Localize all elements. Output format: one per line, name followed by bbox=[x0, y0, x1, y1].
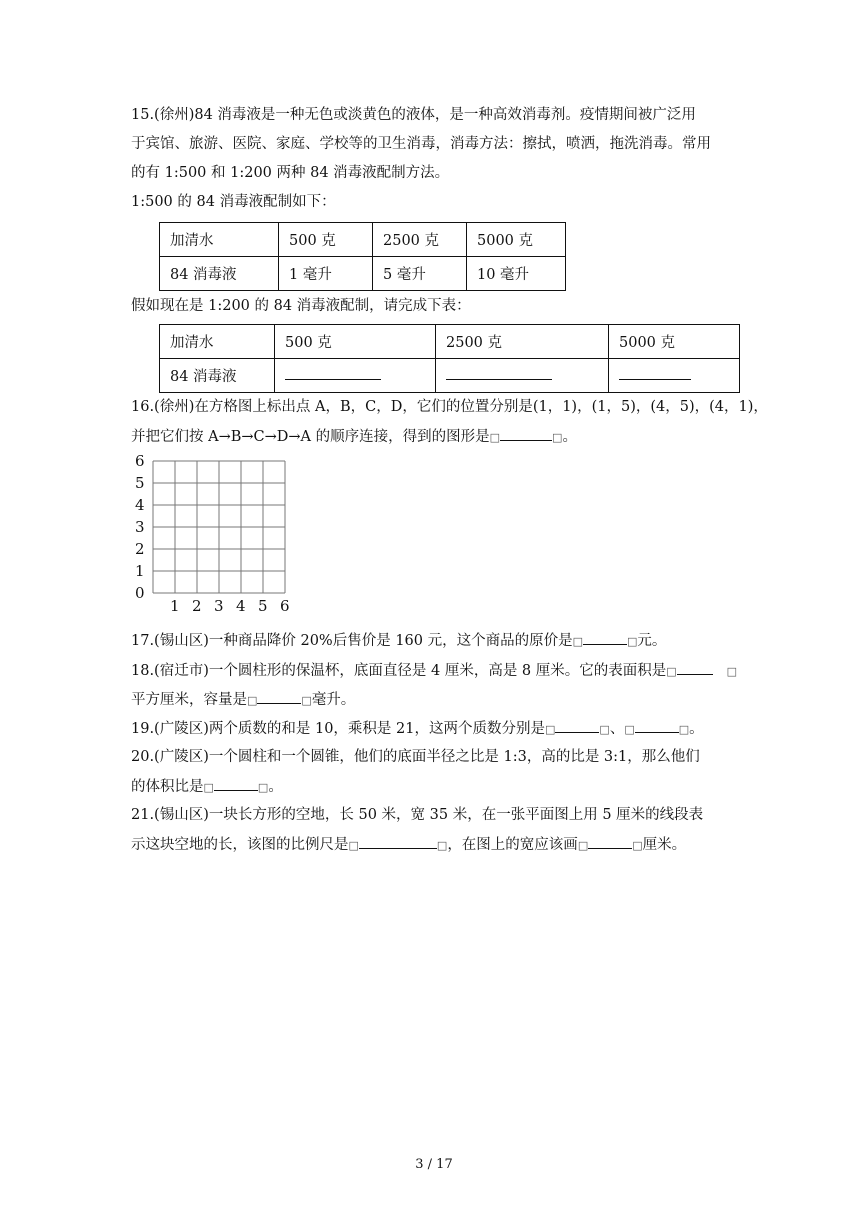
answer-blank-2500g[interactable] bbox=[436, 359, 609, 393]
coordinate-grid bbox=[131, 455, 301, 619]
answer-blank-volume[interactable] bbox=[257, 689, 301, 704]
paren-close: □ bbox=[678, 723, 690, 736]
x-axis-label: 6 bbox=[280, 597, 290, 615]
paren-open: □ bbox=[247, 694, 258, 707]
paren-close: □ bbox=[552, 431, 563, 444]
q16-line-2-text: 并把它们按 A→B→C→D→A 的顺序连接，得到的图形是 bbox=[131, 429, 490, 445]
q21-end: 厘米。 bbox=[642, 837, 687, 853]
page-number: 3 / 17 bbox=[415, 1157, 453, 1172]
table-cell: 加清水 bbox=[160, 223, 279, 257]
q19-sep: 、 bbox=[609, 721, 625, 737]
table-cell: 84 消毒液 bbox=[160, 359, 275, 393]
paren-open: □ bbox=[489, 431, 501, 444]
paren-open: □ bbox=[348, 839, 359, 852]
q21-mid: ，在图上的宽应该画 bbox=[447, 837, 578, 853]
table-row bbox=[160, 359, 740, 393]
y-axis-label: 5 bbox=[135, 474, 145, 492]
q18-line-1 bbox=[131, 660, 737, 682]
paren-close: □ bbox=[436, 839, 448, 852]
paren-open: □ bbox=[624, 723, 635, 736]
q17-end: 元。 bbox=[637, 633, 667, 649]
q20-text: 的体积比是 bbox=[131, 779, 204, 795]
answer-blank-price[interactable] bbox=[583, 630, 627, 645]
answer-blank-500g[interactable] bbox=[275, 359, 436, 393]
y-axis-label: 1 bbox=[135, 562, 145, 580]
q18-end: 毫升。 bbox=[311, 692, 356, 708]
q18-text: 18.(宿迁市)一个圆柱形的保温杯，底面直径是 4 厘米，高是 8 厘米。它的表面积是 bbox=[131, 663, 667, 679]
table-row bbox=[160, 325, 740, 359]
table-cell: 5000 克 bbox=[609, 325, 740, 359]
paren-open: □ bbox=[572, 635, 584, 648]
paren-open: □ bbox=[203, 781, 214, 794]
y-axis-label: 4 bbox=[135, 496, 145, 514]
y-axis-label: 6 bbox=[135, 455, 145, 470]
table-cell: 1 毫升 bbox=[279, 257, 373, 291]
table-cell: 2500 克 bbox=[373, 223, 467, 257]
table-cell: 5 毫升 bbox=[373, 257, 467, 291]
q15-line-2: 于宾馆、旅游、医院、家庭、学校等的卫生消毒，消毒方法：擦拭，喷洒，拖洗消毒。常用 bbox=[131, 136, 711, 152]
table-cell: 500 克 bbox=[279, 223, 373, 257]
q21-line-2 bbox=[131, 834, 686, 856]
answer-blank-prime-1[interactable] bbox=[555, 718, 599, 733]
paren-close: □ bbox=[632, 839, 643, 852]
answer-blank-5000g[interactable] bbox=[609, 359, 740, 393]
ratio-table-1-500 bbox=[159, 222, 566, 291]
table-cell: 10 毫升 bbox=[467, 257, 566, 291]
q16-line-1: 16.(徐州)在方格图上标出点 A，B，C，D，它们的位置分别是(1，1)，(1，5)，(4，5)，(4，1)， bbox=[131, 399, 768, 415]
paren-close: □ bbox=[599, 723, 610, 736]
q15-line-1: 15.(徐州)84 消毒液是一种无色或淡黄色的液体，是一种高效消毒剂。疫情期间被广泛用 bbox=[131, 107, 696, 123]
q16-line-2-end: 。 bbox=[562, 429, 577, 445]
table-cell: 500 克 bbox=[275, 325, 436, 359]
q21-text: 示这块空地的长，该图的比例尺是 bbox=[131, 837, 349, 853]
answer-blank-surface-area[interactable] bbox=[677, 660, 713, 675]
paren-close: □ bbox=[301, 694, 312, 707]
y-axis-label: 2 bbox=[135, 540, 145, 558]
x-axis-label: 4 bbox=[236, 597, 246, 615]
ratio-table-1-200 bbox=[159, 324, 740, 393]
paren-close: □ bbox=[257, 781, 269, 794]
x-axis-label: 1 bbox=[170, 597, 180, 615]
table-cell: 5000 克 bbox=[467, 223, 566, 257]
paren-open: □ bbox=[666, 665, 677, 678]
paren-open: □ bbox=[545, 723, 556, 736]
q18-line-2 bbox=[131, 689, 355, 711]
q17-line bbox=[131, 630, 666, 652]
table-cell: 加清水 bbox=[160, 325, 275, 359]
grid-svg bbox=[131, 455, 301, 615]
paren-close: □ bbox=[627, 635, 638, 648]
paren-close: □ bbox=[726, 665, 738, 678]
paren-open: □ bbox=[577, 839, 589, 852]
table-cell: 84 消毒液 bbox=[160, 257, 279, 291]
q20-end: 。 bbox=[268, 779, 283, 795]
q21-line-1: 21.(锡山区)一块长方形的空地，长 50 米，宽 35 米，在一张平面图上用 5 厘米的线段表 bbox=[131, 807, 704, 823]
table-row bbox=[160, 223, 566, 257]
answer-blank-shape[interactable] bbox=[500, 426, 552, 441]
answer-blank-prime-2[interactable] bbox=[635, 718, 679, 733]
q20-line-1: 20.(广陵区)一个圆柱和一个圆锥，他们的底面半径之比是 1:3，高的比是 3:1，那么他们 bbox=[131, 749, 700, 765]
x-axis-label: 5 bbox=[258, 597, 268, 615]
x-axis-label: 2 bbox=[192, 597, 202, 615]
answer-blank-volume-ratio[interactable] bbox=[214, 776, 258, 791]
table-row bbox=[160, 257, 566, 291]
q16-line-2 bbox=[131, 426, 577, 448]
q19-text: 19.(广陵区)两个质数的和是 10，乘积是 21，这两个质数分别是 bbox=[131, 721, 545, 737]
answer-blank-width[interactable] bbox=[588, 834, 632, 849]
q19-line bbox=[131, 718, 704, 740]
table2-intro: 假如现在是 1:200 的 84 消毒液配制，请完成下表： bbox=[131, 298, 471, 314]
q18-text-2: 平方厘米，容量是 bbox=[131, 692, 247, 708]
table-cell: 2500 克 bbox=[436, 325, 609, 359]
y-axis-label: 3 bbox=[135, 518, 145, 536]
answer-blank-scale[interactable] bbox=[359, 834, 437, 849]
q19-end: 。 bbox=[689, 721, 704, 737]
q17-text: 17.(锡山区)一种商品降价 20%后售价是 160 元，这个商品的原价是 bbox=[131, 633, 573, 649]
y-axis-label: 0 bbox=[135, 584, 145, 602]
q15-line-3: 的有 1:500 和 1:200 两种 84 消毒液配制方法。 bbox=[131, 165, 450, 181]
q20-line-2 bbox=[131, 776, 283, 798]
table1-intro: 1:500 的 84 消毒液配制如下： bbox=[131, 194, 336, 210]
x-axis-label: 3 bbox=[214, 597, 224, 615]
